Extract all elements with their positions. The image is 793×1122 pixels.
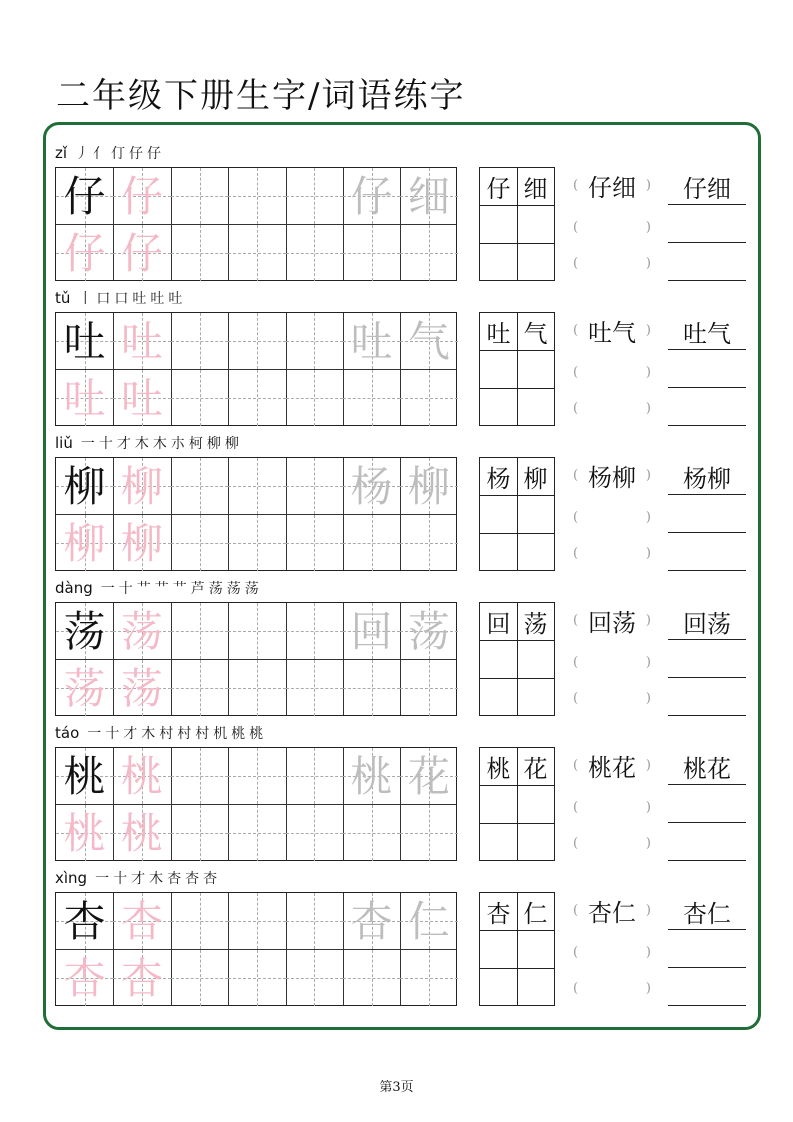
stroke-step: 朩: [170, 436, 185, 452]
stroke-order-line: [55, 140, 165, 166]
copy-line[interactable]: [668, 242, 746, 243]
word-parenthesis: [573, 750, 651, 780]
trace-char: 荡: [120, 606, 163, 656]
close-paren: ): [645, 612, 651, 628]
word-trace-char: 荡: [407, 606, 450, 656]
open-paren: (: [573, 177, 579, 193]
word-grid: [479, 457, 555, 571]
close-paren: ): [645, 400, 651, 416]
word-grid: [479, 602, 555, 716]
trace-char: 柳: [120, 518, 163, 568]
stroke-step: 一: [100, 581, 115, 597]
grid-line: [480, 533, 554, 534]
close-paren: ): [645, 944, 651, 960]
stroke-step: 才: [131, 871, 146, 887]
word-parenthesis[interactable]: [573, 212, 651, 242]
open-paren: (: [573, 509, 579, 525]
writing-cell[interactable]: [343, 660, 400, 717]
close-paren: ): [645, 177, 651, 193]
stroke-step: 木: [134, 436, 149, 452]
copy-line[interactable]: [668, 715, 746, 716]
stroke-step: 一: [87, 726, 102, 742]
close-paren: ): [645, 654, 651, 670]
stroke-step: 柳: [206, 436, 221, 452]
writing-cell[interactable]: [400, 515, 457, 572]
model-char: 荡: [63, 606, 106, 656]
grid-line: [480, 243, 554, 244]
writing-cell[interactable]: [400, 660, 457, 717]
open-paren: (: [573, 654, 579, 670]
stroke-step: 木: [141, 726, 156, 742]
word-example: 杨柳: [588, 463, 636, 492]
word-parenthesis[interactable]: [573, 502, 651, 532]
grid-line: [480, 968, 554, 969]
close-paren: ): [645, 364, 651, 380]
copy-line[interactable]: [668, 1005, 746, 1006]
stroke-step: 荡: [208, 581, 223, 597]
stroke-step: 丿: [75, 146, 90, 162]
copy-word: 回荡: [683, 610, 731, 638]
copy-line: [668, 929, 746, 930]
copy-line[interactable]: [668, 532, 746, 533]
stroke-step: 仔: [129, 146, 144, 162]
word-parenthesis[interactable]: [573, 683, 651, 713]
word-trace-char: 仔: [350, 171, 393, 221]
open-paren: (: [573, 400, 579, 416]
stroke-step: 木: [152, 436, 167, 452]
stroke-step: 艹: [136, 581, 151, 597]
writing-cell[interactable]: [228, 458, 285, 515]
trace-char: 吐: [63, 373, 106, 423]
word-parenthesis: [573, 170, 651, 200]
copy-line[interactable]: [668, 570, 746, 571]
practice-grid: [55, 457, 457, 571]
copy-line[interactable]: [668, 425, 746, 426]
writing-cell[interactable]: [286, 748, 343, 805]
stroke-step: 仔: [147, 146, 162, 162]
stroke-step: 柳: [224, 436, 239, 452]
stroke-order-line: [55, 430, 243, 456]
word-trace-char: 桃: [350, 751, 393, 801]
grid-line: [480, 823, 554, 824]
open-paren: (: [573, 364, 579, 380]
word-trace-char: 杨: [350, 461, 393, 511]
grid-line: [480, 640, 554, 641]
char-block: [55, 865, 755, 1010]
open-paren: (: [573, 835, 579, 851]
char-block: [55, 430, 755, 575]
char-block: [55, 140, 755, 285]
writing-cell[interactable]: [171, 660, 228, 717]
stroke-order-line: [55, 285, 186, 311]
pinyin: xìng: [55, 869, 88, 887]
word-parenthesis[interactable]: [573, 248, 651, 278]
stroke-step: 仃: [111, 146, 126, 162]
open-paren: (: [573, 219, 579, 235]
stroke-step: 亻: [93, 146, 108, 162]
writing-cell[interactable]: [286, 225, 343, 282]
writing-cell[interactable]: [343, 950, 400, 1007]
word-char: 回: [486, 610, 511, 638]
word-trace-char: 花: [407, 751, 450, 801]
word-example: 桃花: [588, 753, 636, 782]
writing-cell[interactable]: [171, 225, 228, 282]
close-paren: ): [645, 545, 651, 561]
word-trace-char: 细: [407, 171, 450, 221]
writing-cell[interactable]: [171, 168, 228, 225]
stroke-step: 才: [123, 726, 138, 742]
word-trace-char: 吐: [350, 316, 393, 366]
stroke-step: 芦: [190, 581, 205, 597]
trace-char: 仔: [63, 228, 106, 278]
model-char: 吐: [63, 316, 106, 366]
writing-cell[interactable]: [400, 805, 457, 862]
stroke-step: 艹: [172, 581, 187, 597]
writing-cell[interactable]: [171, 313, 228, 370]
model-char: 柳: [63, 461, 106, 511]
word-parenthesis[interactable]: [573, 973, 651, 1003]
practice-grid: [55, 892, 457, 1006]
pinyin: tǔ: [55, 289, 71, 307]
stroke-step: 杏: [167, 871, 182, 887]
copy-word: 杏仁: [683, 900, 731, 928]
close-paren: ): [645, 467, 651, 483]
word-example: 杏仁: [588, 898, 636, 927]
close-paren: ): [645, 757, 651, 773]
word-char: 细: [523, 175, 548, 203]
writing-cell[interactable]: [286, 168, 343, 225]
word-char: 仁: [523, 900, 548, 928]
practice-grid: [55, 312, 457, 426]
practice-grid: [55, 747, 457, 861]
writing-cell[interactable]: [343, 370, 400, 427]
writing-cell[interactable]: [228, 805, 285, 862]
word-parenthesis[interactable]: [573, 393, 651, 423]
writing-cell[interactable]: [228, 313, 285, 370]
close-paren: ): [645, 902, 651, 918]
copy-word: 仔细: [683, 175, 731, 203]
copy-line: [668, 204, 746, 205]
writing-cell[interactable]: [171, 893, 228, 950]
char-block: [55, 720, 755, 865]
word-grid: [479, 892, 555, 1006]
close-paren: ): [645, 255, 651, 271]
trace-char: 吐: [120, 316, 163, 366]
writing-cell[interactable]: [343, 515, 400, 572]
writing-cell[interactable]: [228, 748, 285, 805]
stroke-step: 丨: [78, 291, 93, 307]
writing-cell[interactable]: [343, 805, 400, 862]
word-char: 杏: [486, 900, 511, 928]
open-paren: (: [573, 545, 579, 561]
grid-line: [480, 785, 554, 786]
copy-word: 桃花: [683, 755, 731, 783]
stroke-step: 荡: [226, 581, 241, 597]
grid-line: [480, 205, 554, 206]
open-paren: (: [573, 467, 579, 483]
word-parenthesis: [573, 315, 651, 345]
open-paren: (: [573, 757, 579, 773]
writing-cell[interactable]: [228, 515, 285, 572]
practice-grid: [55, 167, 457, 281]
word-parenthesis[interactable]: [573, 828, 651, 858]
writing-cell[interactable]: [228, 660, 285, 717]
writing-cell[interactable]: [228, 225, 285, 282]
close-paren: ): [645, 219, 651, 235]
pinyin: táo: [55, 724, 80, 742]
word-grid: [479, 167, 555, 281]
writing-cell[interactable]: [286, 370, 343, 427]
stroke-step: 吐: [168, 291, 183, 307]
word-trace-char: 回: [350, 606, 393, 656]
open-paren: (: [573, 322, 579, 338]
writing-cell[interactable]: [228, 603, 285, 660]
stroke-step: 一: [95, 871, 110, 887]
writing-cell[interactable]: [286, 313, 343, 370]
stroke-step: 桃: [249, 726, 264, 742]
writing-cell[interactable]: [171, 748, 228, 805]
stroke-step: 木: [149, 871, 164, 887]
writing-cell[interactable]: [343, 225, 400, 282]
stroke-step: 十: [98, 436, 113, 452]
writing-cell[interactable]: [286, 458, 343, 515]
copy-line[interactable]: [668, 860, 746, 861]
writing-cell[interactable]: [171, 515, 228, 572]
open-paren: (: [573, 255, 579, 271]
copy-line: [668, 639, 746, 640]
grid-line: [480, 350, 554, 351]
pinyin: dàng: [55, 579, 93, 597]
pinyin: zǐ: [55, 144, 68, 162]
writing-cell[interactable]: [286, 893, 343, 950]
stroke-step: 才: [116, 436, 131, 452]
char-block: [55, 285, 755, 430]
word-char: 荡: [523, 610, 548, 638]
close-paren: ): [645, 835, 651, 851]
writing-cell[interactable]: [171, 950, 228, 1007]
open-paren: (: [573, 902, 579, 918]
grid-line: [480, 930, 554, 931]
writing-cell[interactable]: [286, 950, 343, 1007]
stroke-step: 村: [195, 726, 210, 742]
close-paren: ): [645, 980, 651, 996]
close-paren: ): [645, 509, 651, 525]
trace-char: 杏: [120, 953, 163, 1003]
close-paren: ): [645, 322, 651, 338]
copy-line[interactable]: [668, 822, 746, 823]
word-trace-char: 柳: [407, 461, 450, 511]
writing-cell[interactable]: [171, 458, 228, 515]
word-parenthesis: [573, 605, 651, 635]
writing-cell[interactable]: [286, 603, 343, 660]
stroke-step: 十: [118, 581, 133, 597]
grid-line: [480, 388, 554, 389]
grid-line: [480, 495, 554, 496]
stroke-order-line: [55, 865, 221, 891]
practice-grid: [55, 602, 457, 716]
page-title: 二年级下册生字/词语练字: [56, 76, 466, 116]
stroke-step: 村: [177, 726, 192, 742]
model-char: 桃: [63, 751, 106, 801]
word-parenthesis[interactable]: [573, 357, 651, 387]
open-paren: (: [573, 980, 579, 996]
word-parenthesis[interactable]: [573, 647, 651, 677]
pinyin: liǔ: [55, 434, 73, 452]
open-paren: (: [573, 690, 579, 706]
word-char: 仔: [486, 175, 511, 203]
trace-char: 桃: [63, 808, 106, 858]
stroke-step: 十: [113, 871, 128, 887]
writing-cell[interactable]: [286, 660, 343, 717]
stroke-step: 口: [96, 291, 111, 307]
trace-char: 仔: [120, 171, 163, 221]
word-char: 桃: [486, 755, 511, 783]
stroke-step: 吐: [150, 291, 165, 307]
stroke-step: 口: [114, 291, 129, 307]
copy-line: [668, 494, 746, 495]
stroke-order-line: [55, 720, 267, 746]
writing-cell[interactable]: [228, 893, 285, 950]
word-parenthesis[interactable]: [573, 792, 651, 822]
word-example: 仔细: [588, 173, 636, 202]
writing-cell[interactable]: [286, 805, 343, 862]
copy-line[interactable]: [668, 280, 746, 281]
word-trace-char: 杏: [350, 896, 393, 946]
writing-cell[interactable]: [228, 168, 285, 225]
grid-line: [480, 678, 554, 679]
open-paren: (: [573, 799, 579, 815]
word-char: 花: [523, 755, 548, 783]
word-grid: [479, 747, 555, 861]
writing-cell[interactable]: [400, 950, 457, 1007]
writing-cell[interactable]: [228, 950, 285, 1007]
trace-char: 杏: [120, 896, 163, 946]
trace-char: 杏: [63, 953, 106, 1003]
word-trace-char: 气: [407, 316, 450, 366]
stroke-step: 一: [80, 436, 95, 452]
stroke-step: 吐: [132, 291, 147, 307]
model-char: 仔: [63, 171, 106, 221]
trace-char: 吐: [120, 373, 163, 423]
copy-line[interactable]: [668, 967, 746, 968]
open-paren: (: [573, 944, 579, 960]
stroke-step: 桃: [231, 726, 246, 742]
stroke-step: 柯: [188, 436, 203, 452]
trace-char: 桃: [120, 808, 163, 858]
copy-line: [668, 784, 746, 785]
close-paren: ): [645, 799, 651, 815]
trace-char: 荡: [120, 663, 163, 713]
word-char: 气: [523, 320, 548, 348]
writing-cell[interactable]: [171, 805, 228, 862]
close-paren: ): [645, 690, 651, 706]
word-char: 吐: [486, 320, 511, 348]
model-char: 杏: [63, 896, 106, 946]
copy-line: [668, 349, 746, 350]
word-char: 杨: [486, 465, 511, 493]
writing-cell[interactable]: [286, 515, 343, 572]
stroke-step: 十: [105, 726, 120, 742]
writing-cell[interactable]: [171, 603, 228, 660]
writing-cell[interactable]: [400, 225, 457, 282]
copy-line[interactable]: [668, 677, 746, 678]
word-grid: [479, 312, 555, 426]
word-char: 柳: [523, 465, 548, 493]
stroke-step: 杏: [203, 871, 218, 887]
trace-char: 桃: [120, 751, 163, 801]
trace-char: 荡: [63, 663, 106, 713]
stroke-step: 杏: [185, 871, 200, 887]
trace-char: 仔: [120, 228, 163, 278]
char-block: [55, 575, 755, 720]
stroke-order-line: [55, 575, 263, 601]
writing-cell[interactable]: [171, 370, 228, 427]
word-parenthesis: [573, 460, 651, 490]
word-example: 回荡: [588, 608, 636, 637]
word-parenthesis[interactable]: [573, 937, 651, 967]
trace-char: 柳: [120, 461, 163, 511]
copy-line[interactable]: [668, 387, 746, 388]
word-trace-char: 仁: [407, 896, 450, 946]
word-parenthesis[interactable]: [573, 538, 651, 568]
writing-cell[interactable]: [400, 370, 457, 427]
trace-char: 柳: [63, 518, 106, 568]
stroke-step: 艹: [154, 581, 169, 597]
page-number: 第3页: [379, 1080, 414, 1095]
stroke-step: 村: [159, 726, 174, 742]
writing-cell[interactable]: [228, 370, 285, 427]
stroke-step: 机: [213, 726, 228, 742]
open-paren: (: [573, 612, 579, 628]
stroke-step: 荡: [244, 581, 259, 597]
copy-word: 杨柳: [683, 465, 731, 493]
word-parenthesis: [573, 895, 651, 925]
word-example: 吐气: [588, 318, 636, 347]
copy-word: 吐气: [683, 320, 731, 348]
